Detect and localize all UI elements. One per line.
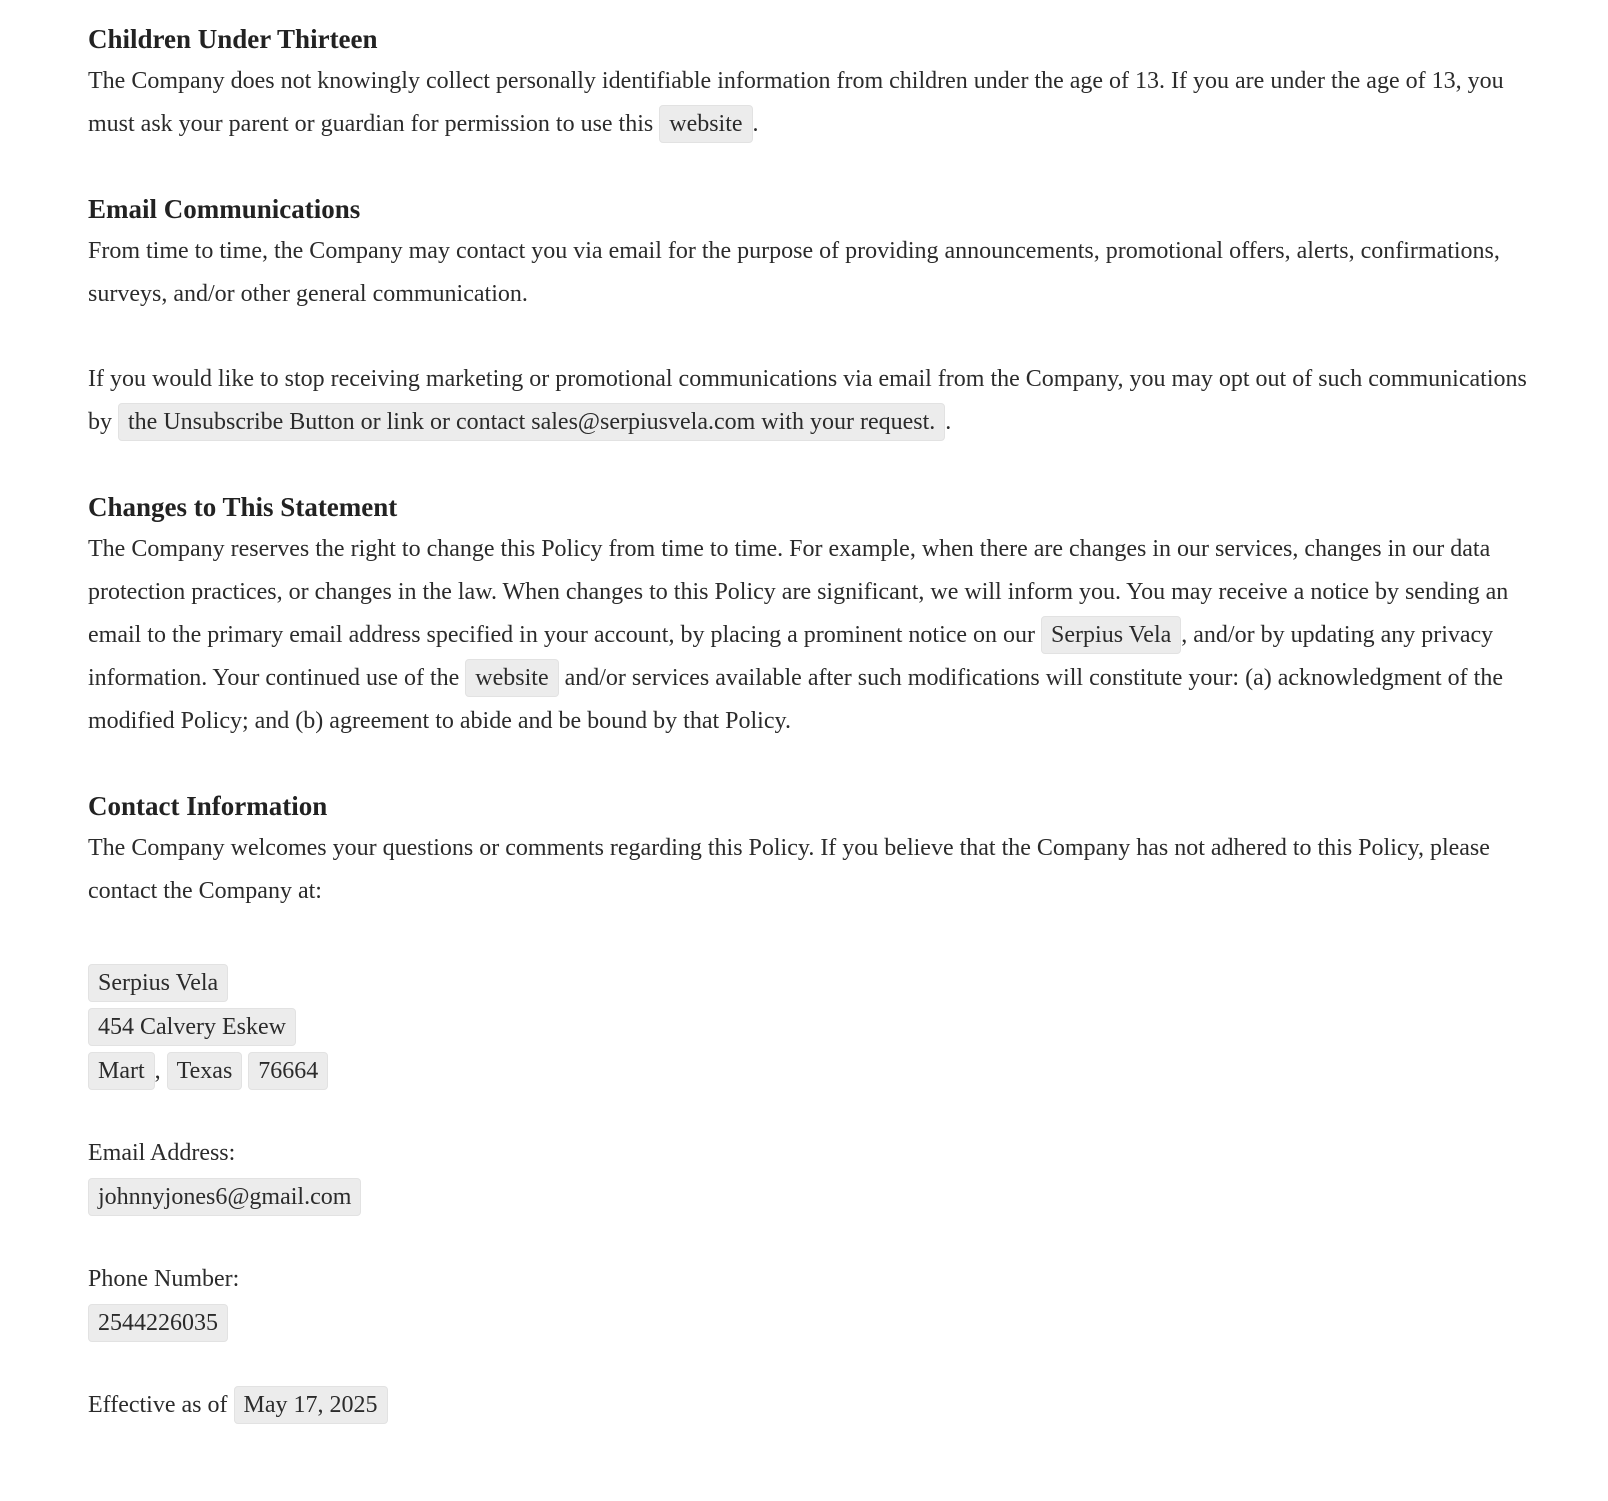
children-paragraph — [88, 60, 1528, 146]
city-separator: , — [154, 1058, 161, 1084]
address-street-line — [88, 1005, 1528, 1049]
effective-line — [88, 1383, 1528, 1427]
contact-section — [88, 785, 1528, 1427]
company-name-chip: Serpius Vela — [1041, 616, 1181, 654]
unsubscribe-chip: the Unsubscribe Button or link or contact sales@serpiusvela.com with your request. — [118, 403, 945, 441]
changes-text-2: , and/or by updating any privacy information. Your continued use of the — [88, 622, 1494, 691]
changes-heading: Changes to This Statement — [88, 492, 398, 522]
email-label: Email Address: — [88, 1140, 236, 1166]
changes-paragraph — [88, 528, 1528, 743]
email-communications-heading: Email Communications — [88, 194, 361, 224]
children-text: The Company does not knowingly collect personally identifiable information from children under the age of 13. If you are under the age of 13, you must ask your parent or guardian for permission to use this — [88, 68, 1504, 137]
zip-chip: 76664 — [248, 1052, 328, 1090]
changes-text-1: The Company reserves the right to change this Policy from time to time. For example, when there are changes in our services, changes in our data protection practices, or changes in the law. When changes to this Policy are significant, we will inform you. You may receive a notice by sending an email to the primary email address specified in your account, by placing a prominent notice on our — [88, 536, 1509, 648]
opt-out-text: If you would like to stop receiving marketing or promotional communications via email from the Company, you may opt out of such communications by — [88, 366, 1527, 435]
phone-chip: 2544226035 — [88, 1304, 228, 1342]
email-chip: johnnyjones6@gmail.com — [88, 1178, 361, 1216]
children-heading: Children Under Thirteen — [88, 24, 378, 54]
street-chip: 454 Calvery Eskew — [88, 1008, 296, 1046]
effective-label: Effective as of — [88, 1392, 228, 1418]
website-chip: website — [659, 105, 752, 143]
contact-heading: Contact Information — [88, 791, 328, 821]
website-chip-2: website — [465, 659, 558, 697]
contact-intro: The Company welcomes your questions or comments regarding this Policy. If you believe that the Company has not adhered to this Policy, please contact the Company at: — [88, 835, 1490, 904]
phone-line — [88, 1301, 1528, 1345]
state-chip: Texas — [167, 1052, 243, 1090]
changes-section — [88, 486, 1528, 743]
address-city-line — [88, 1049, 1528, 1093]
opt-out-text-end: . — [945, 409, 952, 435]
city-chip: Mart — [88, 1052, 155, 1090]
email-communications-paragraph: From time to time, the Company may contact you via email for the purpose of providing announcements, promotional offers, alerts, confirmations, surveys, and/or other general communication. — [88, 238, 1500, 307]
children-section — [88, 18, 1528, 146]
opt-out-paragraph — [88, 358, 1528, 444]
company-chip: Serpius Vela — [88, 964, 228, 1002]
changes-text-3: and/or services available after such modifications will constitute your: (a) acknowledgment of the modified Policy; and (b) agreement to abide and be bound by that Policy. — [88, 665, 1503, 734]
children-text-end: . — [752, 111, 759, 137]
email-line — [88, 1175, 1528, 1219]
effective-date-chip: May 17, 2025 — [234, 1386, 388, 1424]
address-company-line — [88, 961, 1528, 1005]
phone-label: Phone Number: — [88, 1266, 240, 1292]
email-communications-section — [88, 188, 1528, 444]
